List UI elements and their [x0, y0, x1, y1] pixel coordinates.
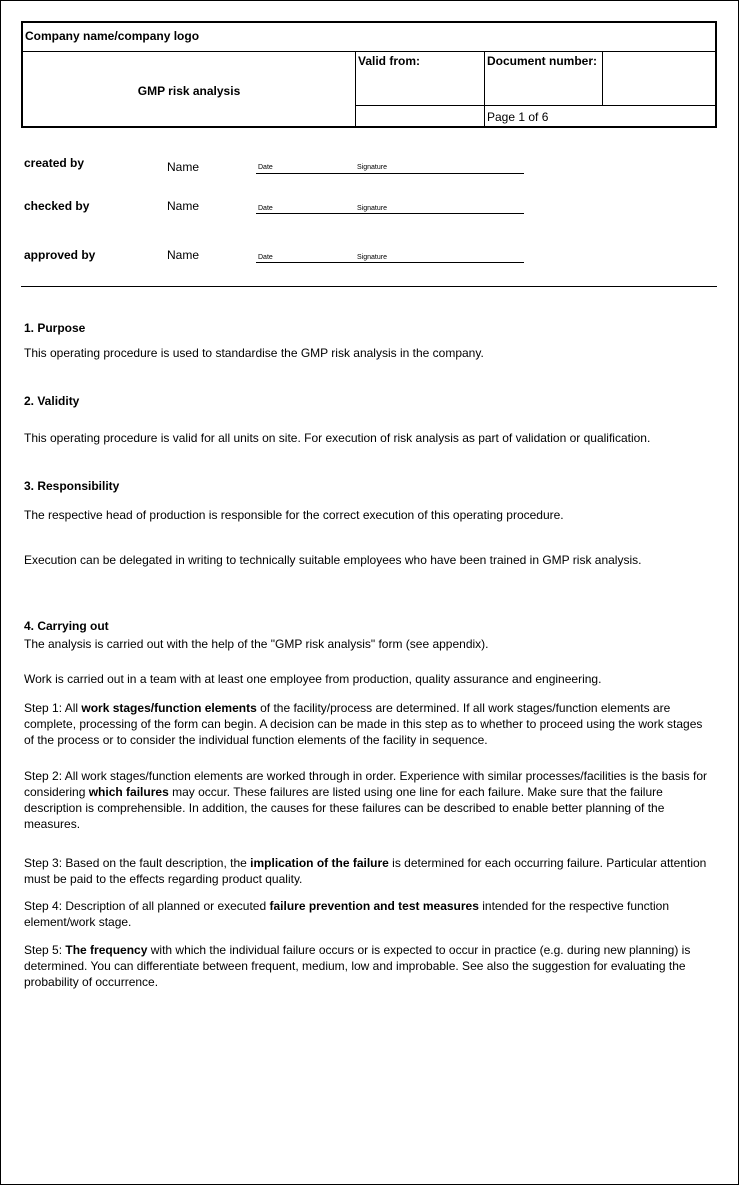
step-2-emphasis: which failures [88, 785, 169, 799]
signoff-name: Name [167, 248, 200, 262]
valid-from-value [356, 106, 485, 126]
signoff-name: Name [167, 160, 200, 174]
page-number: Page 1 of 6 [487, 110, 549, 124]
carrying-out-intro-2: Work is carried out in a team with at least one employee from production, quality assurance and engineering. [24, 672, 602, 686]
signoff-date-label: Date [258, 254, 273, 261]
signoff-role: created by [24, 156, 85, 170]
carrying-out-heading: 4. Carrying out [24, 619, 109, 633]
signoff-name: Name [167, 199, 200, 213]
signoff-checked [24, 199, 524, 219]
step-3-text [24, 855, 714, 887]
signoff-line [256, 213, 524, 214]
document-title: GMP risk analysis [23, 52, 356, 126]
step-4-emphasis: failure prevention and test measures [269, 899, 479, 913]
document-number-value [603, 52, 715, 106]
step-3-part-a: Step 3: Based on the fault description, the [24, 856, 251, 870]
responsibility-text-2: Execution can be delegated in writing to technically suitable employees who have been trained in GMP risk analysis. [24, 553, 642, 567]
step-2-part-a: Step 2: All work stages/function elements are worked through in order. Experience with similar processes/facilities is the basis for considering [24, 769, 707, 799]
signoff-date-label: Date [258, 164, 273, 171]
step-1-text [24, 700, 714, 748]
step-4-part-c: intended for the respective function element/work stage. [24, 899, 670, 929]
signoff-signature-label: Signature [357, 254, 387, 261]
purpose-text: This operating procedure is used to standardise the GMP risk analysis in the company. [24, 346, 484, 360]
document-number-label: Document number: [485, 52, 603, 106]
step-5-text [24, 942, 714, 990]
step-5-emphasis: The frequency [65, 943, 148, 957]
validity-text: This operating procedure is valid for all units on site. For execution of risk analysis as part of validation or qualification. [24, 431, 651, 445]
signoff-signature-label: Signature [357, 205, 387, 212]
step-4-part-a: Step 4: Description of all planned or executed [24, 899, 270, 913]
step-2-part-c: may occur. These failures are listed using one line for each failure. Make sure that the failure description is comprehensible. In addition, the causes for these failures can be described to enable better planning of the measures. [24, 785, 665, 831]
step-3-emphasis: implication of the failure [250, 856, 389, 870]
step-1-part-c: of the facility/process are determined. If all work stages/function elements are complete, processing of the form can begin. A decision can be made in this step as to whether to proceed using the work stages of the process or to consider the individual function elements of the facility in sequence. [24, 701, 703, 747]
signoff-date-label: Date [258, 205, 273, 212]
step-2-text [24, 768, 714, 832]
carrying-out-intro-1: The analysis is carried out with the help of the "GMP risk analysis" form (see appendix). [24, 637, 489, 651]
purpose-heading: 1. Purpose [24, 321, 86, 335]
step-1-emphasis: work stages/function elements [81, 701, 257, 715]
signoff-line [256, 173, 524, 174]
step-1-part-a: Step 1: All [24, 701, 82, 715]
step-4-text [24, 898, 714, 930]
company-logo-cell: Company name/company logo [23, 23, 715, 52]
section-divider [21, 286, 717, 287]
responsibility-heading: 3. Responsibility [24, 479, 120, 493]
signoff-role: checked by [24, 199, 90, 213]
document-header-table [21, 21, 717, 128]
step-5-part-a: Step 5: [24, 943, 66, 957]
signoff-approved [24, 248, 524, 268]
step-3-part-c: is determined for each occurring failure. Particular attention must be paid to the effects regarding product quality. [24, 856, 707, 886]
signoff-signature-label: Signature [357, 164, 387, 171]
signoff-role: approved by [24, 248, 96, 262]
signoff-line [256, 262, 524, 263]
validity-heading: 2. Validity [24, 394, 80, 408]
signoff-created [24, 156, 524, 176]
responsibility-text-1: The respective head of production is responsible for the correct execution of this operating procedure. [24, 508, 564, 522]
valid-from-label: Valid from: [356, 52, 485, 106]
step-5-part-c: with which the individual failure occurs or is expected to occur in practice (e.g. during new planning) is determined. You can differentiate between frequent, medium, low and improbable. See also the suggestion for evaluating the probability of occurrence. [24, 943, 691, 989]
